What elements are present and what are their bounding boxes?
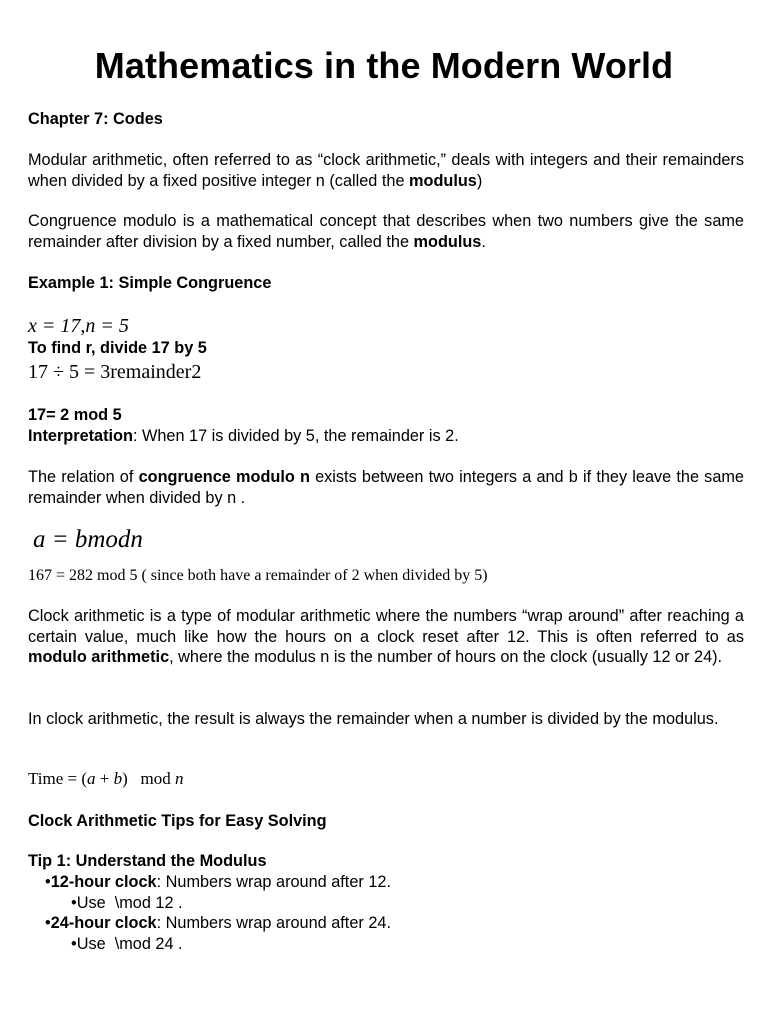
paragraph-text: . bbox=[481, 232, 486, 251]
chapter-heading: Chapter 7: Codes bbox=[28, 110, 163, 128]
interpretation-line bbox=[28, 426, 744, 447]
paragraph-text: , where the modulus n is the number of hours on the clock (usually 12 or 24). bbox=[169, 648, 723, 667]
clock-arithmetic-paragraph bbox=[28, 606, 744, 668]
interpretation-label: Interpretation bbox=[28, 427, 133, 445]
page-title: Mathematics in the Modern World bbox=[94, 45, 674, 86]
math-division bbox=[28, 360, 201, 384]
tip1-subitem-mod-24: •Use \mod 24 . bbox=[71, 935, 183, 953]
division-expression: 17 ÷ 5 = 3remainder2 bbox=[28, 361, 202, 383]
tip1-item-12-hour bbox=[45, 872, 391, 893]
example-heading: Example 1: Simple Congruence bbox=[28, 274, 272, 292]
math-given-values: x = 17,n = 5 bbox=[28, 315, 129, 337]
congruence-paragraph bbox=[28, 211, 744, 252]
paragraph-text: Clock arithmetic is a type of modular arithmetic where the numbers “wrap around” after reaching a certain value, much like how the hours on a clock reset after 12. This is often referred to as bbox=[28, 607, 744, 646]
bold-term: 12-hour clock bbox=[50, 873, 157, 891]
bullet: • bbox=[45, 914, 51, 932]
bold-term: modulus bbox=[413, 232, 482, 251]
bold-term: modulus bbox=[409, 171, 477, 190]
variable-b: b bbox=[113, 769, 123, 788]
paragraph-text: ) bbox=[476, 171, 483, 190]
bullet: • bbox=[45, 873, 51, 891]
time-formula bbox=[28, 768, 184, 790]
tip1-heading: Tip 1: Understand the Modulus bbox=[28, 852, 267, 870]
variable-a: a bbox=[87, 769, 96, 788]
bold-term: 24-hour clock bbox=[50, 914, 157, 932]
tips-heading: Clock Arithmetic Tips for Easy Solving bbox=[28, 812, 327, 830]
paragraph-text: Congruence modulo is a mathematical concept that describes when two numbers give the same remainder after division by a fixed number, called the bbox=[28, 212, 744, 251]
tip1-subitem-mod-12: •Use \mod 12 . bbox=[71, 894, 183, 912]
bold-term: modulo arithmetic bbox=[28, 648, 170, 667]
paragraph-text: The relation of bbox=[28, 468, 139, 486]
plus-sign: + bbox=[95, 769, 114, 788]
tip1-item-24-hour bbox=[45, 913, 391, 934]
result-paragraph: In clock arithmetic, the result is always the remainder when a number is divided by the modulus. bbox=[28, 710, 719, 728]
congruence-example: 167 = 282 mod 5 ( since both have a remainder of 2 when divided by 5) bbox=[28, 567, 488, 584]
time-formula-lhs: Time = ( bbox=[28, 769, 88, 788]
variable-n: n bbox=[175, 769, 184, 788]
bold-term: congruence modulo n bbox=[138, 468, 310, 486]
paragraph-text: Modular arithmetic, often referred to as “clock arithmetic,” deals with integers and their remainders when divided by a fixed positive integer n (called the bbox=[28, 151, 744, 190]
item-text: : Numbers wrap around after 24. bbox=[156, 914, 391, 932]
interpretation-text: : When 17 is divided by 5, the remainder is 2. bbox=[132, 427, 459, 445]
item-text: : Numbers wrap around after 12. bbox=[156, 873, 391, 891]
example-step: To find r, divide 17 by 5 bbox=[28, 339, 207, 357]
relation-paragraph bbox=[28, 467, 744, 508]
mod-operator: ) mod bbox=[122, 769, 176, 788]
congruence-formula: a = bmodn bbox=[33, 526, 143, 553]
modular-arithmetic-paragraph bbox=[28, 150, 744, 191]
example-result: 17= 2 mod 5 bbox=[28, 406, 122, 424]
paragraph-text: exists between two integers a and b if they leave the same remainder when divided by n . bbox=[28, 468, 744, 507]
